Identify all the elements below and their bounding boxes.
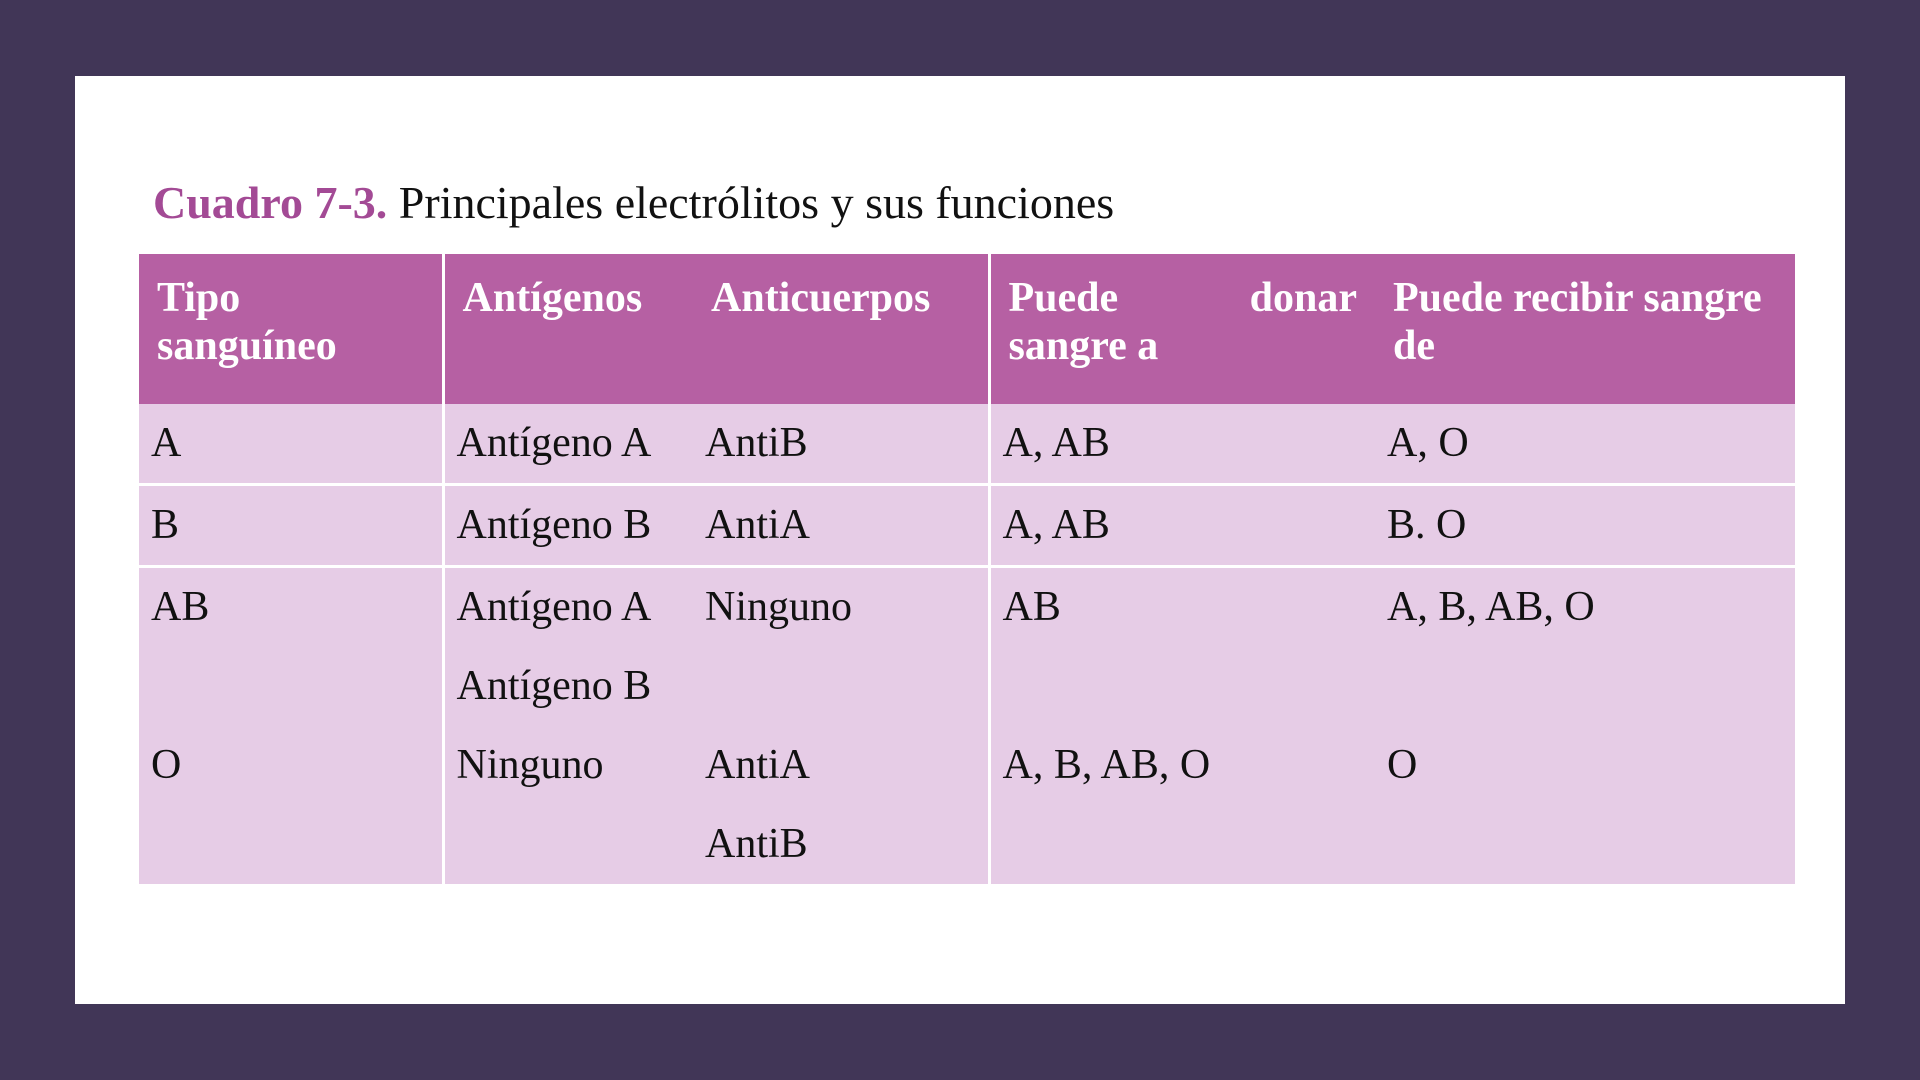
cell-tipo: [139, 726, 443, 884]
cell-text: AntiB: [705, 420, 808, 466]
header-anticuerpos: Anticuerpos: [693, 254, 989, 404]
cell-text: AntiB: [705, 821, 808, 867]
cell-anticuerpos: [693, 726, 989, 884]
cell-anticuerpos: [693, 485, 989, 567]
cell-dona: [989, 404, 1375, 485]
cell-text: Ninguno: [705, 584, 852, 630]
table-row: [139, 485, 1795, 567]
cell-text: A, O: [1387, 420, 1469, 466]
cell-dona: [989, 567, 1375, 727]
cell-text: B: [151, 502, 180, 548]
header-puede-donar: Puede donar sangre a: [989, 254, 1375, 404]
header-tipo-sanguineo: Tipo sanguíneo: [139, 254, 443, 404]
cell-antigenos: [443, 485, 693, 567]
cell-antigenos: [443, 567, 693, 727]
cell-text: A, B, AB, O: [1387, 584, 1595, 630]
header-antigenos: Antígenos: [443, 254, 693, 404]
cell-text: Antígeno B: [456, 663, 652, 709]
cell-dona: [989, 726, 1375, 884]
cell-tipo: [139, 404, 443, 485]
table-caption: [153, 175, 1114, 230]
cell-text: A, AB: [1002, 420, 1110, 466]
cell-text: AB: [151, 584, 210, 630]
cell-antigenos: [443, 726, 693, 884]
cell-text: AntiA: [705, 742, 810, 788]
cell-dona: [989, 485, 1375, 567]
cell-recibe: [1375, 726, 1795, 884]
cell-recibe: [1375, 567, 1795, 727]
cell-recibe: [1375, 404, 1795, 485]
cell-text: Antígeno B: [456, 502, 652, 548]
cell-text: O: [151, 742, 182, 788]
cell-antigenos: [443, 404, 693, 485]
cell-text: Antígeno A: [456, 584, 652, 630]
cell-text: A, AB: [1002, 502, 1110, 548]
cell-text: O: [1387, 742, 1418, 788]
cell-tipo: [139, 567, 443, 727]
table-row: [139, 567, 1795, 727]
header-puede-recibir: Puede recibir sangre de: [1375, 254, 1795, 404]
cell-tipo: [139, 485, 443, 567]
table-header-row: [139, 254, 1795, 404]
cell-text: AB: [1002, 584, 1061, 630]
table-row: [139, 404, 1795, 485]
cell-anticuerpos: [693, 404, 989, 485]
blood-type-table: [139, 254, 1795, 884]
cell-text: B. O: [1387, 502, 1467, 548]
caption-title: Principales electrólitos y sus funciones: [398, 177, 1115, 228]
cell-anticuerpos: [693, 567, 989, 727]
caption-label: Cuadro 7-3.: [153, 177, 388, 228]
slide-page: [75, 76, 1845, 1004]
cell-text: A, B, AB, O: [1002, 742, 1211, 788]
table-row: [139, 726, 1795, 884]
cell-text: Antígeno A: [456, 420, 652, 466]
cell-recibe: [1375, 485, 1795, 567]
cell-text: A: [151, 420, 182, 466]
cell-text: Ninguno: [456, 742, 604, 788]
cell-text: AntiA: [705, 502, 810, 548]
